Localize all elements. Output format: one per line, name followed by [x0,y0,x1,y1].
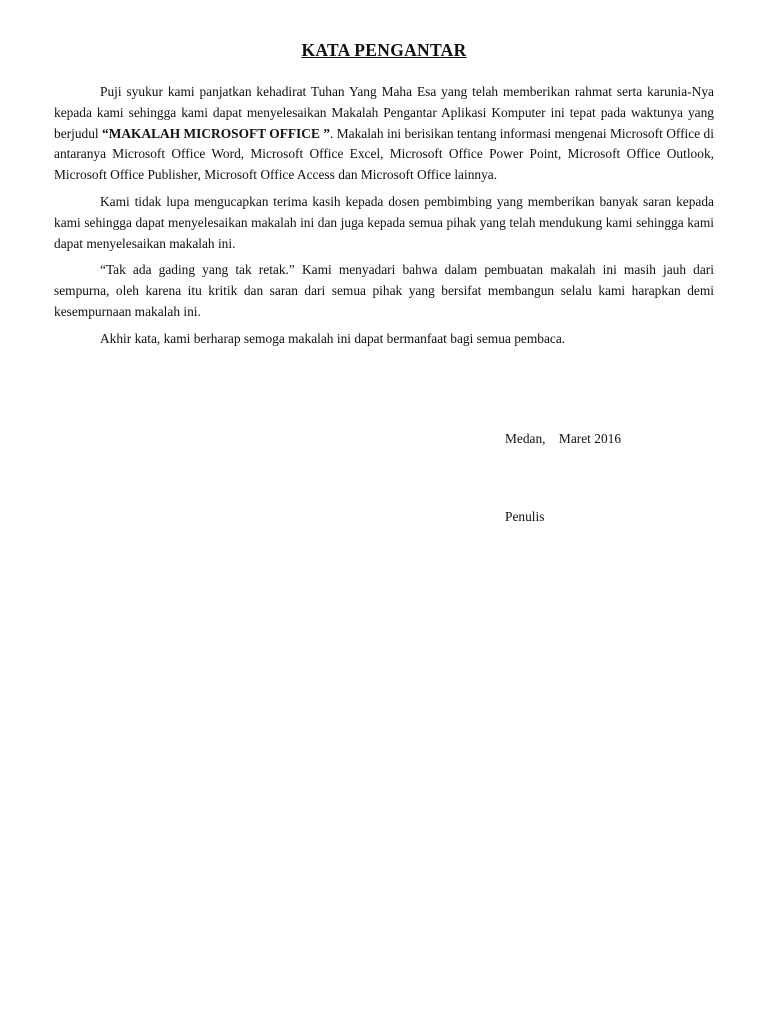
signature-author: Penulis [505,509,545,524]
paragraph-closing: Akhir kata, kami berharap semoga makalah ini dapat bermanfaat bagi semua pembaca. [100,330,566,346]
signature-date: Medan, Maret 2016 [505,431,622,446]
paragraph-intro-text-start: Puji syukur kami panjatkan kehadirat Tuhan Yang Maha Esa yang telah memberikan rahmat serta karunia-Nya kepada kami sehingga kami dapat menyelesaikan Makalah Pengantar Aplikasi Komputer ini tepat pada waktunya yang berjudul [54,84,714,141]
paragraph-intro [54,82,714,186]
paragraph-apology: “Tak ada gading yang tak retak.” Kami menyadari bahwa dalam pembuatan makalah ini masih jauh dari sempurna, oleh karena itu kritik dan saran dari semua pihak yang bersifat membangun selalu kami harapkan demi kesempurnaan makalah ini. [54,262,714,319]
document-body [54,82,714,356]
page-title: KATA PENGANTAR [301,40,467,60]
paragraph-intro-bold-title: “MAKALAH MICROSOFT OFFICE ” [102,125,330,141]
paragraph-intro-text-end: . Makalah ini berisikan tentang informasi mengenai Microsoft Office di antaranya Microsoft Office Word, Microsoft Office Excel, Microsoft Office Power Point, Microsoft Office Outlook, Microsoft Office Publisher, Microsoft Office Access dan Microsoft Office lainnya. [54,125,714,183]
paragraph-thanks: Kami tidak lupa mengucapkan terima kasih kepada dosen pembimbing yang memberikan banyak saran kepada kami sehingga dapat menyelesaikan makalah ini dan juga kepada semua pihak yang telah mendukung kami sehingga kami dapat menyelesaikan makalah ini. [54,193,714,251]
